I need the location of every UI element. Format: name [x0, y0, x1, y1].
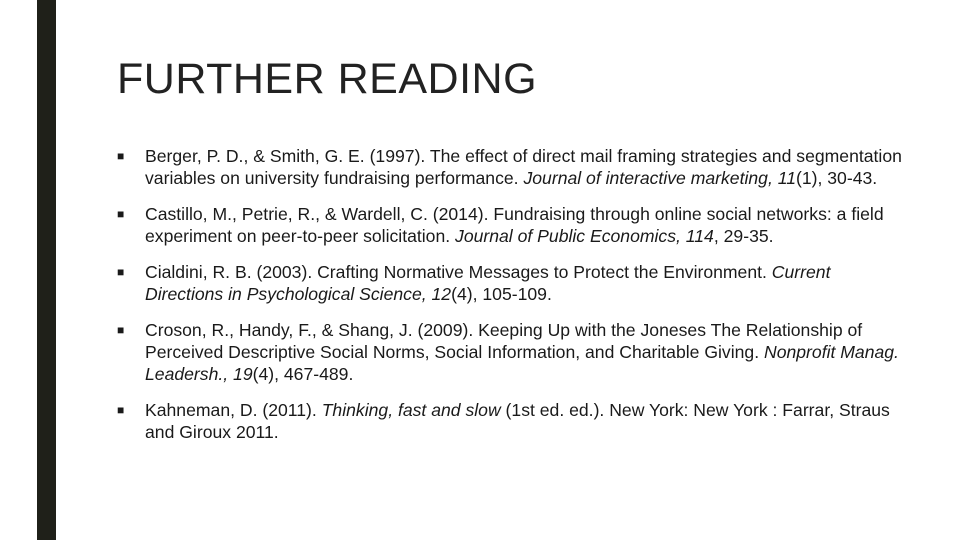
- reference-journal: Nonprofit Manag. Leadersh., 19: [145, 342, 899, 384]
- slide-title: FURTHER READING: [117, 55, 538, 103]
- reference-item: [117, 319, 907, 385]
- reference-journal: Journal of interactive marketing, 11: [523, 168, 796, 188]
- bullet-square-icon: ■: [117, 323, 125, 337]
- reference-item: [117, 399, 907, 443]
- reference-item: [117, 145, 907, 189]
- bullet-square-icon: ■: [117, 403, 125, 417]
- bullet-square-icon: ■: [117, 207, 125, 221]
- reference-item: [117, 261, 907, 305]
- reference-journal: Thinking, fast and slow: [321, 400, 501, 420]
- reference-list: [117, 145, 907, 443]
- reference-journal: Current Directions in Psychological Science, 12: [145, 262, 831, 304]
- reference-text: Kahneman, D. (2011).: [145, 400, 322, 420]
- reference-details: (1st ed. ed.). New York: New York : Farrar, Straus and Giroux 2011.: [145, 400, 890, 442]
- reference-details: (4), 105-109.: [451, 284, 552, 304]
- reference-text: Cialdini, R. B. (2003). Crafting Normative Messages to Protect the Environment.: [145, 262, 772, 282]
- reference-details: (1), 30-43.: [795, 168, 878, 188]
- bullet-square-icon: ■: [117, 149, 125, 163]
- reference-details: , 29-35.: [713, 226, 774, 246]
- reference-text: Berger, P. D., & Smith, G. E. (1997). The effect of direct mail framing strategies and segmentation variables on university fundraising performance.: [145, 146, 902, 188]
- reference-details: (4), 467-489.: [252, 364, 354, 384]
- reference-text: Castillo, M., Petrie, R., & Wardell, C. (2014). Fundraising through online social networks: a field experiment on peer-to-peer solicitation.: [145, 204, 884, 246]
- left-accent-bar: [37, 0, 56, 540]
- reference-journal: Journal of Public Economics, 114: [455, 226, 714, 246]
- reference-text: Croson, R., Handy, F., & Shang, J. (2009). Keeping Up with the Joneses The Relationship of Perceived Descriptive Social Norms, Social Information, and Charitable Giving.: [145, 320, 863, 362]
- reference-item: [117, 203, 907, 247]
- bullet-square-icon: ■: [117, 265, 125, 279]
